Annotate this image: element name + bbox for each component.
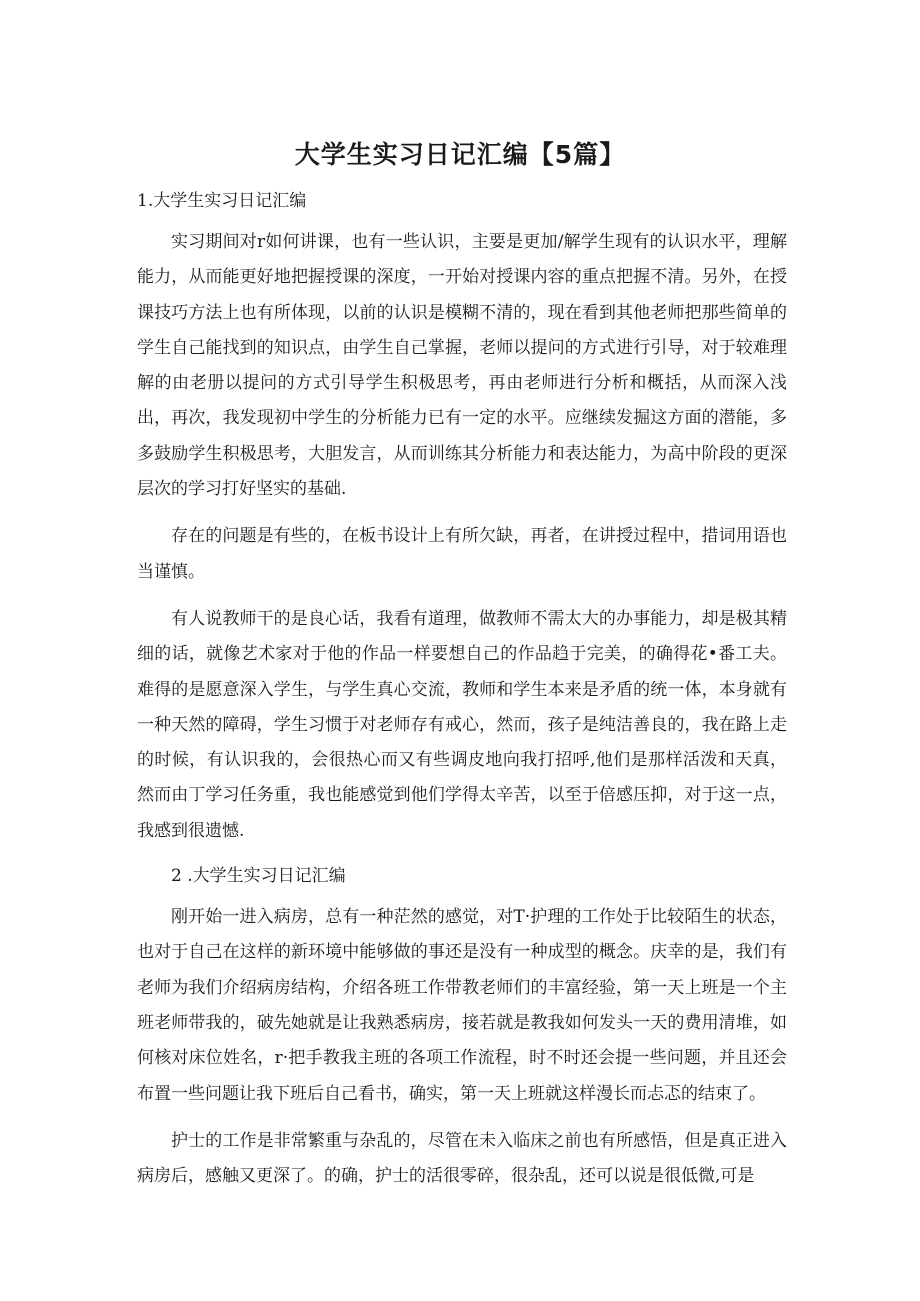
section-heading: 1.大学生实习日记汇编	[137, 191, 307, 211]
paragraph: 存在的问题是有些的，在板书设计上有所欠缺，再者，在讲授过程中，措词用语也当谨慎。	[137, 526, 787, 582]
paragraph: 实习期间对r如何讲课，也有一些认识，主要是更加/解学生现有的认识水平，理解能力，从而能更好地把握授课的深度，一开始对授课内容的重点把握不清。另外，在授课技巧方法上也有所体现，以前的认识是模糊不清的，现在看到其他老师把那些简单的学生自己能找到的知识点，由学生自己掌握，老师以提问的方式进行引导，对于较难理解的由老册以提问的方式引导学生积极思考，再由老师进行分析和概括，从而深入浅出，再次，我发现初中学生的分析能力已有一定的水平。应继续发掘这方面的潜能，多多鼓励学生积极思考，大胆发言，从而训练其分析能力和表达能力，为高中阶段的更深层次的学习打好坚实的基础.	[137, 232, 787, 500]
document-body	[137, 186, 787, 1206]
paragraph: 有人说教师干的是良心话，我看有道理，做教师不需太大的办事能力，却是极其精细的话，就像艺术家对于他的作品一样要想自己的作品趋于完美，的确得花•番工夫。难得的是愿意深入学生，与学生真心交流，教师和学生本来是矛盾的统一体，本身就有一种天然的障碍，学生习惯于对老师存有戒心，然而，孩子是纯洁善良的，我在路上走的时候，有认识我的，会很热心而又有些调皮地向我打招呼,他们是那样活泼和天真，然而由丁学习任务重，我也能感觉到他们学得太辛苦，以至于倍感压抑，对于这一点，我感到很遗憾.	[137, 608, 787, 841]
document-title: 大学生实习日记汇编【5篇】	[294, 140, 626, 169]
paragraph: 刚开始一进入病房，总有一种茫然的感觉，对T·护理的工作处于比较陌生的状态，也对于自己在这样的新环境中能够做的事还是没有一种成型的概念。庆幸的是，我们有老师为我们介绍病房结构，介绍各班工作带教老师们的丰富经验，第一天上班是一个主班老师带我的，破先她就是让我熟悉病房，接若就是教我如何发头一天的费用清堆，如何核对床位姓名，r·把手教我主班的各项工作流程，时不时还会提一些问题，并且还会布置一些问题让我下班后自己看书，确实，第一天上班就这样漫长而忐忑的结束了。	[137, 907, 787, 1104]
section-1	[137, 186, 787, 849]
section-2	[137, 861, 787, 1194]
paragraph: 护士的工作是非常繁重与杂乱的，尽管在未入临床之前也有所感悟，但是真正进入病房后，感触又更深了。的确，护士的活很零碎，很杂乱，还可以说是很低微,可是	[137, 1130, 787, 1187]
section-heading: 2 .大学生实习日记汇编	[171, 866, 346, 887]
